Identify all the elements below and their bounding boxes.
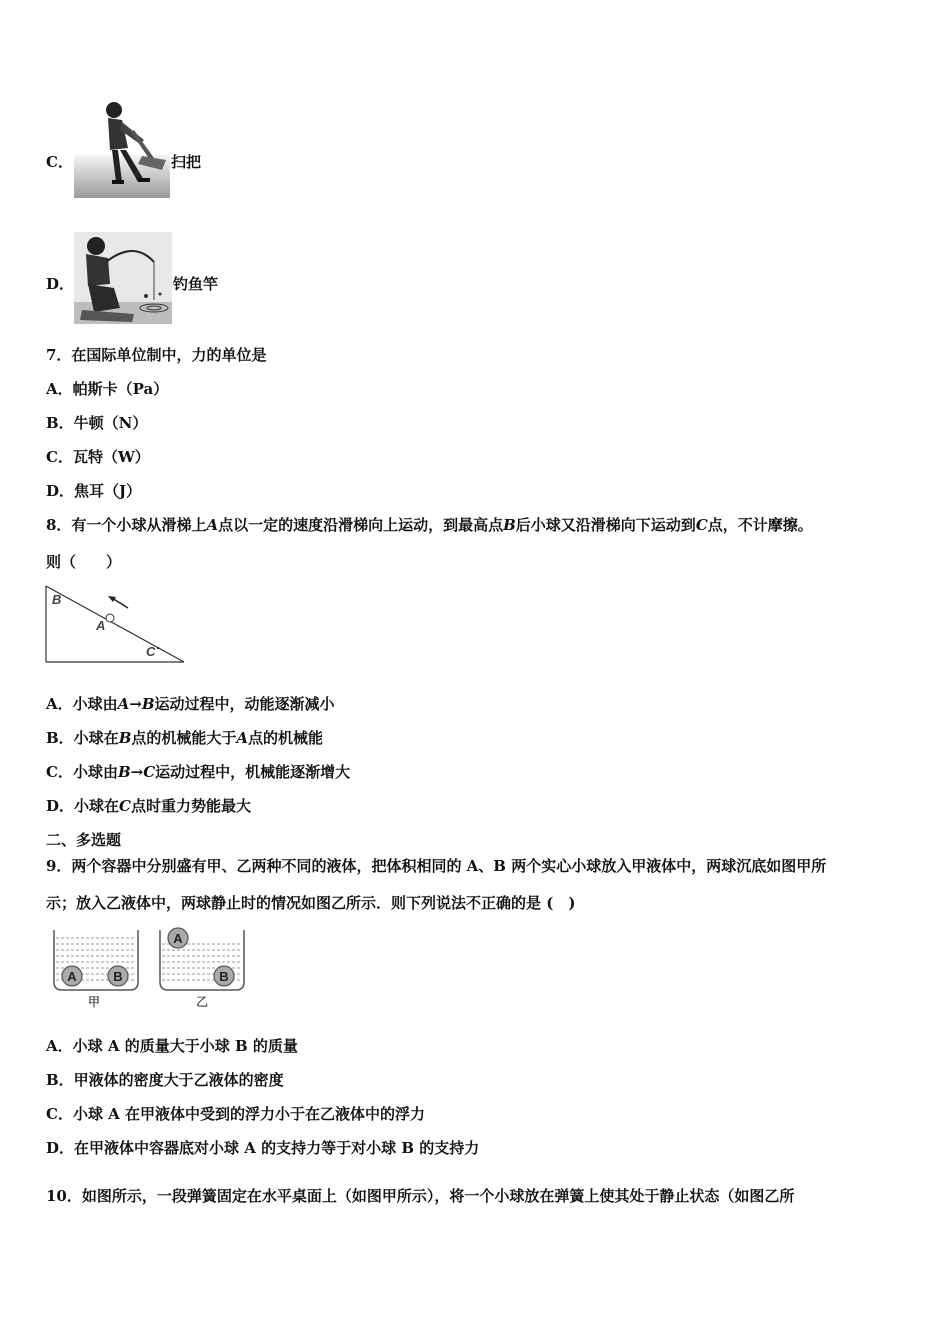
- q9-stem-line2: 示；放入乙液体中，两球静止时的情况如图乙所示．则下列说法不正确的是 ( ): [46, 894, 576, 912]
- q8-stem-point-b: B: [503, 516, 516, 534]
- q8-stem-point-a: A: [206, 516, 219, 534]
- q6-option-d-letter: D．: [46, 275, 75, 293]
- q8-option-text: 点时重力势能最大: [130, 797, 251, 815]
- q7-option-a: A．帕斯卡（Pa）: [46, 380, 169, 398]
- q8-stem-line2: 则（ ）: [46, 553, 122, 571]
- q8-stem-part: 点以一定的速度沿滑梯向上运动，到最高点: [218, 516, 504, 534]
- q8-stem-part: 后小球又沿滑梯向下运动到: [515, 516, 696, 534]
- q8-option-point: C: [119, 797, 131, 815]
- cup-jia-label: 甲: [87, 995, 101, 1009]
- q8-stem: [46, 515, 813, 535]
- q10-stem-line1: 10．如图所示，一段弹簧固定在水平桌面上（如图甲所示），将一个小球放在弹簧上使其处于静止状态（如图乙所: [46, 1187, 795, 1205]
- q6-option-c-label: 扫把: [171, 153, 202, 171]
- slide-label-a: A: [96, 618, 106, 633]
- q8-stem-part: 点，不计摩擦。: [707, 516, 813, 534]
- q6-option-d-label: 钓鱼竿: [173, 275, 219, 293]
- q8-option-point: A: [117, 695, 130, 713]
- q8-option-b: [46, 728, 323, 748]
- cup-yi-ball-b-label: B: [219, 969, 229, 984]
- cup-yi-label: 乙: [195, 995, 209, 1009]
- q8-stem-point-c: C: [695, 516, 708, 534]
- q8-option-a: [46, 694, 335, 714]
- q8-option-arrow: →: [129, 695, 142, 713]
- q7-option-c: C．瓦特（W）: [46, 448, 150, 466]
- slide-label-c: C: [146, 644, 156, 659]
- q8-option-c: [46, 762, 350, 782]
- q7-stem: 7．在国际单位制中，力的单位是: [46, 346, 267, 364]
- q8-option-text: 点的机械能: [248, 729, 324, 747]
- q6-option-c-letter: C．: [46, 153, 73, 171]
- q6-option-d: [46, 274, 74, 294]
- q8-option-text: 运动过程中，机械能逐渐增大: [155, 763, 351, 781]
- q7-option-d: D．焦耳（J）: [46, 482, 142, 500]
- slide-diagram: [44, 584, 188, 666]
- q9-option-b: B．甲液体的密度大于乙液体的密度: [46, 1071, 284, 1089]
- q8-option-text: 点的机械能大于: [131, 729, 237, 747]
- q8-option-text: C．小球由: [46, 763, 118, 781]
- cup-jia-ball-b-label: B: [113, 969, 123, 984]
- q9-option-c: C．小球 A 在甲液体中受到的浮力小于在乙液体中的浮力: [46, 1105, 426, 1123]
- q7-option-b: B．牛顿（N）: [46, 414, 148, 432]
- q8-option-point: B: [118, 729, 132, 747]
- cup-jia-ball-a-label: A: [67, 969, 77, 984]
- q6-option-c: [46, 152, 73, 172]
- q8-option-arrow: →: [130, 763, 144, 781]
- q8-option-point: A: [236, 729, 249, 747]
- q8-option-d: [46, 796, 251, 816]
- q8-option-text: A．小球由: [46, 695, 118, 713]
- q8-option-text: 运动过程中，动能逐渐减小: [154, 695, 335, 713]
- q8-option-text: D．小球在: [46, 797, 120, 815]
- broom-person-image: [74, 100, 170, 198]
- cup-yi-ball-a-label: A: [173, 931, 183, 946]
- liquid-cups-diagram: [50, 926, 250, 1010]
- cup-yi: [160, 928, 244, 1009]
- section-title: 二、多选题: [46, 831, 122, 849]
- q8-option-point: B: [141, 695, 155, 713]
- q8-stem-part: 8．有一个小球从滑梯上: [46, 516, 207, 534]
- q9-option-d: D．在甲液体中容器底对小球 A 的支持力等于对小球 B 的支持力: [46, 1139, 480, 1157]
- cup-jia: [54, 930, 138, 1009]
- q9-stem-line1: 9．两个容器中分别盛有甲、乙两种不同的液体，把体积相同的 A、B 两个实心小球放入甲液体中，两球沉底如图甲所: [46, 857, 827, 875]
- q8-option-point: C: [143, 763, 156, 781]
- fishing-person-image: [74, 232, 172, 324]
- slide-label-b: B: [52, 592, 62, 607]
- q8-option-point: B: [117, 763, 131, 781]
- q9-option-a: A．小球 A 的质量大于小球 B 的质量: [46, 1037, 298, 1055]
- q8-option-text: B．小球在: [46, 729, 119, 747]
